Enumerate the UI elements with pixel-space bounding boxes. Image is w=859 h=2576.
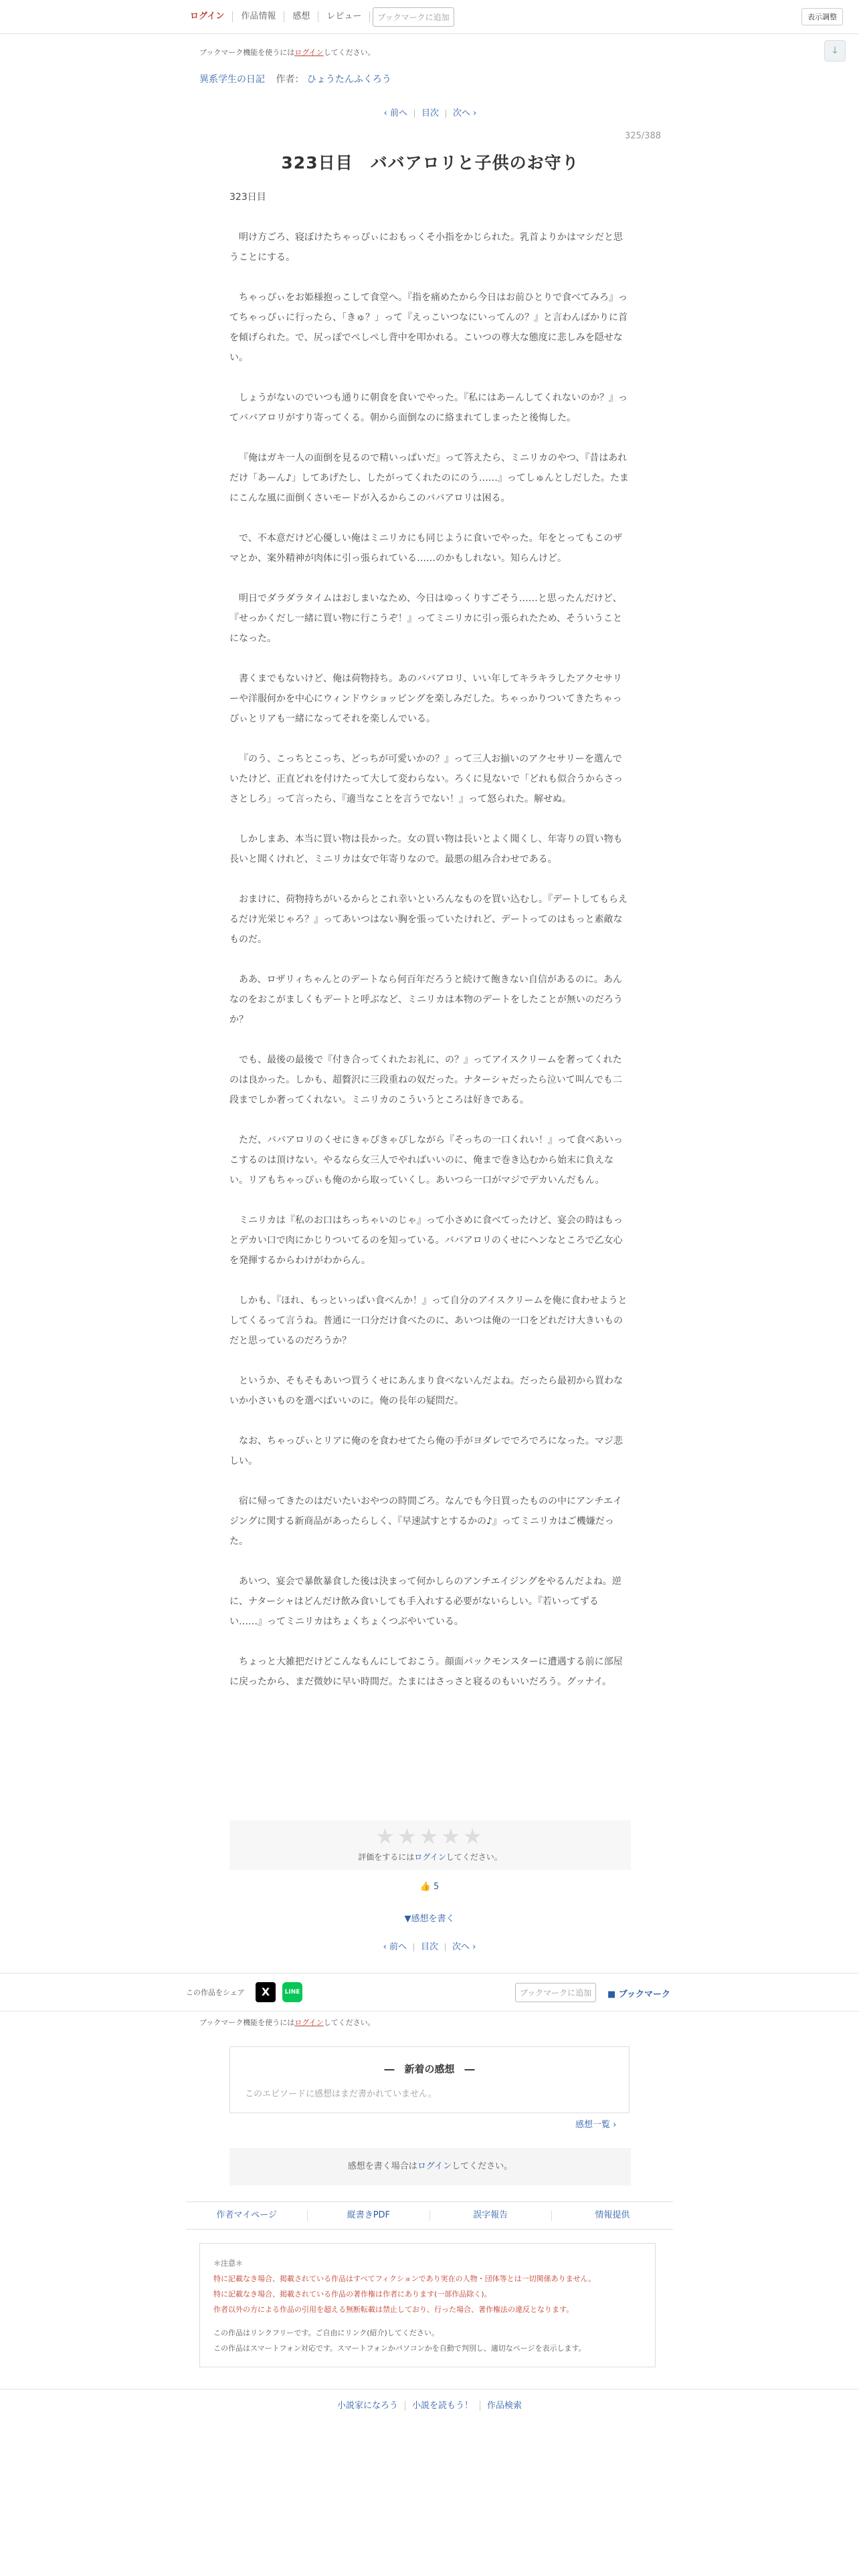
- like-count: 5: [434, 1882, 440, 1892]
- next-link[interactable]: 次へ ›: [452, 1942, 476, 1952]
- pager-top: [199, 106, 661, 118]
- search-link[interactable]: 作品検索: [487, 2401, 522, 2411]
- paragraph: ミニリカは『私のお口はちっちゃいのじゃ』って小さめに食べてったけど、宴会の時はもっとデカい口で肉にかじりついてるのを知っている。ババアロリのくせにヘンなところで乙女心を発揮するからわけがわからん。: [229, 1215, 623, 1266]
- narou-link[interactable]: 小説家になろう: [330, 2401, 405, 2411]
- share-label: この作品をシェア: [186, 1988, 245, 1997]
- write-login-link[interactable]: ログイン: [417, 2161, 452, 2171]
- rating-suffix: してください。: [446, 1852, 502, 1862]
- impressions-heading: ― 新着の感想 ―: [384, 2063, 475, 2075]
- paragraph: ちゃっぴぃをお姫様抱っこして食堂へ。『指を痛めたから今日はお前ひとりで食べてみろ』ってちゃっぴぃに行ったら、「きゅ？」って『えっこいつなにいってんの？』と言わんばかりに首を傾げられた。で、尻っぽでぺしぺし背中を叩かれる。こいつの尊大な態度に悲しみを隠せない。: [229, 292, 628, 363]
- notice-login-link[interactable]: ログイン: [294, 2018, 324, 2027]
- rating-login-link[interactable]: ログイン: [414, 1852, 446, 1862]
- prev-link[interactable]: ‹ 前へ: [383, 108, 407, 118]
- author-label: 作者：: [276, 74, 304, 85]
- paragraph: 『俺はガキ一人の面倒を見るので精いっぱいだ』って答えたら、ミニリカのやつ、『昔はあれだけ「あーん♪」してあげたし、したがってくれたのにのう……』ってしゅんとしだした。たまにこんな風に面倒くさいモードが入るからこのババアロリは困る。: [229, 453, 629, 504]
- thumbs-up-icon: 👍: [419, 1882, 431, 1892]
- paragraph: 明け方ごろ、寝ぼけたちゃっぴぃにおもっくそ小指をかじられた。乳首よりかはマシだと思うことにする。: [229, 232, 623, 263]
- share-bar: [0, 1973, 859, 2012]
- like-button[interactable]: [0, 1882, 859, 1892]
- author-mypage-link[interactable]: 作者マイページ: [186, 2210, 308, 2221]
- line-share-icon[interactable]: LINE: [282, 1982, 302, 2002]
- author-link[interactable]: ひょうたんふくろう: [306, 74, 391, 85]
- caution-red-line: 特に記載なき場合、掲載されている作品はすべてフィクションであり実在の人物・団体等とは一切関係ありません。: [213, 2274, 596, 2283]
- bookmark-link[interactable]: ■ ブックマーク: [607, 1990, 670, 2000]
- nav-impressions[interactable]: 感想: [284, 11, 318, 22]
- yomou-link[interactable]: 小説を読もう！: [405, 2401, 480, 2411]
- nav-reviews[interactable]: レビュー: [318, 11, 370, 22]
- caution-head: ＊注意＊: [213, 2259, 243, 2268]
- paragraph: しょうがないのでいつも通りに朝食を食いでやった。『私にはあーんしてくれないのか？』ってババアロリがすり寄ってくる。朝から面倒なのに絡まれてしまったと後悔した。: [229, 393, 628, 423]
- notice-prefix: ブックマーク機能を使うには: [199, 48, 295, 57]
- paragraph: 宿に帰ってきたのはだいたいおやつの時間ごろ。なんでも今日買ったものの中にアンチエイジングに関する新商品があったらしく、『早速試すとするかの♪』ってミニリカはご機嫌だった。: [229, 1496, 622, 1547]
- rating-stars[interactable]: ★★★★★: [375, 1824, 485, 1849]
- paragraph: 書くまでもないけど、俺は荷物持ち。あのババアロリ、いい年してキラキラしたアクセサリーや洋服何かを中心にウィンドウショッピングを楽しみだした。ちゃっかりついてきたちゃっぴぃとリアも一緒になってそれを楽しんでいる。: [229, 673, 622, 724]
- bookmark-notice: [199, 47, 661, 86]
- notice-login-link[interactable]: ログイン: [294, 48, 324, 57]
- scroll-down-button[interactable]: ↓: [824, 40, 846, 62]
- write-login-suffix: してください。: [452, 2161, 513, 2171]
- next-link[interactable]: 次へ ›: [453, 108, 477, 118]
- caution-line: この作品はリンクフリーです。ご自由にリンク(紹介)してください。: [213, 2329, 439, 2337]
- impressions-empty: このエピソードに感想はまだ書かれていません。: [245, 2089, 437, 2099]
- paragraph: 明日でダラダラタイムはおしまいなため、今日はゆっくりすごそう……と思ったんだけど、『せっかくだし一緒に買い物に行こうぞ！』ってミニリカに引っ張られたため、そういうことになった。: [229, 593, 623, 644]
- chapter-body: [229, 187, 631, 1712]
- bookmark-notice-bottom: [199, 2017, 661, 2028]
- typo-report-link[interactable]: 誤字報告: [430, 2210, 552, 2221]
- pager-bottom: [0, 1939, 859, 1952]
- paragraph: というか、そもそもあいつ買うくせにあんまり食べないんだよね。だったら最初から買わないか小さいものを選べばいいのに。俺の長年の疑問だ。: [229, 1376, 623, 1406]
- paragraph: で、不本意だけど心優しい俺はミニリカにも同じように食いでやった。年をとってもこのザマとか、案外精神が肉体に引っ張られている……のかもしれない。知らんけど。: [229, 533, 623, 564]
- paragraph: おまけに、荷物持ちがいるからとこれ幸いといろんなものを買い込むし。『デートしてもらえるだけ光栄じゃろ？』ってあいつはない胸を張っていたけれど、デートってのはもっと素敵なものだ。: [229, 894, 628, 945]
- paragraph: でも、最後の最後で『付き合ってくれたお礼に、の？』ってアイスクリームを奢ってくれたのは良かった。しかも、超贅沢に三段重ねの奴だった。ナターシャだったら泣いて叫んでも二段までしか奢ってくれない。ミニリカのこういうところは好きである。: [229, 1055, 622, 1105]
- impressions-list-link[interactable]: 感想一覧 ›: [575, 2120, 617, 2130]
- paragraph: しかも、『ほれ、もっといっぱい食べんか！』って自分のアイスクリームを俺に食わせようとしてくるって言うね。普通に一口分だけ食べたのに、あいつは俺の一口をどれだけ大きいものだと思っているのだろうか？: [229, 1295, 628, 1346]
- index-link[interactable]: 目次: [420, 1942, 438, 1952]
- info-provide-link[interactable]: 情報提供: [595, 2210, 630, 2220]
- chapter-title: 323日目 ババアロリと子供のお守り: [281, 153, 579, 173]
- write-impression-toggle[interactable]: ▼感想を書く: [404, 1914, 455, 1924]
- x-share-icon[interactable]: X: [256, 1982, 276, 2002]
- paragraph: 『のう、こっちとこっち、どっちが可愛いかの？』って三人お揃いのアクセサリーを選んでいたけど、正直どれを付けたって大して変わらない。ろくに見ないで「どれも似合うからさっさとしろ」って言ったら、『適当なことを言うでない！』って怒られた。解せぬ。: [229, 754, 623, 804]
- series-title-link[interactable]: 異系学生の日記: [199, 74, 265, 85]
- new-impressions-box: [229, 2046, 630, 2113]
- display-settings-button[interactable]: 表示調整: [801, 8, 843, 25]
- caution-line: この作品はスマートフォン対応です。スマートフォンかパソコンかを自動で判別し、適切なページを表示します。: [213, 2344, 586, 2353]
- paragraph: ちょっと大雑把だけどこんなもんにしておこう。顔面パックモンスターに遭遇する前に部屋に戻ったから、まだ微妙に早い時間だ。たまにはさっさと寝るのもいいだろう。グッナイ。: [229, 1656, 623, 1687]
- paragraph: なお、ちゃっぴぃとリアに俺のを食わせてたら俺の手がヨダレででろでろになった。マジ悲しい。: [229, 1436, 623, 1467]
- chapter-subtitle: 323日目: [229, 192, 266, 203]
- write-login-prefix: 感想を書く場合は: [347, 2161, 417, 2171]
- chapter-number: 325/388: [624, 131, 661, 141]
- caution-red-line: 特に記載なき場合、掲載されている作品の著作権は作者にあります(一部作品除く)。: [213, 2290, 492, 2298]
- vertical-pdf-link[interactable]: 縦書きPDF: [308, 2210, 430, 2221]
- chapter-header: [199, 131, 661, 174]
- paragraph: ただ、ババアロリのくせにきゃぴきゃぴしながら『そっちの一口くれい！』って食べあいっこするのは頂けない。やるなら女三人でやればいいのに、俺まで巻き込むから始末に負えない。リアもちゃっぴぃも俺のから取っていくし。あいつら一口がマジでデカいんだもん。: [229, 1135, 623, 1186]
- caution-box: [199, 2243, 656, 2367]
- series-info: [199, 72, 661, 86]
- notice-suffix: してください。: [323, 2018, 375, 2027]
- header-nav: [186, 7, 454, 27]
- prev-link[interactable]: ‹ 前へ: [383, 1942, 407, 1952]
- paragraph: ああ、ロザリィちゃんとのデートなら何百年だろうと続けて飽きない自信があるのに。あんなのをおこがましくもデートと呼ぶなど、ミニリカは本物のデートをしたことが無いのだろうか？: [229, 974, 623, 1025]
- bottom-links: [0, 2398, 859, 2411]
- caution-red-line: 作者以外の方による作品の引用を超える無断転載は禁止しており、行った場合、著作権法の違反となります。: [213, 2305, 574, 2314]
- login-link[interactable]: ログイン: [186, 11, 233, 22]
- top-nav-bar: [0, 0, 859, 34]
- footer-nav: [186, 2202, 673, 2230]
- nav-work-info[interactable]: 作品情報: [233, 11, 284, 22]
- paragraph: あいつ、宴会で暴飲暴食した後は決まって何かしらのアンチエイジングをやるんだよね。逆に、ナターシャはどんだけ飲み食いしても手入れする必要がないらしい。『若いってずるい……』ってミニリカはちょくちょくつぶやいている。: [229, 1576, 622, 1627]
- rating-box: [229, 1820, 631, 1870]
- bookmark-add-button-bottom[interactable]: ブックマークに追加: [515, 1983, 596, 2002]
- bookmark-add-button[interactable]: ブックマークに追加: [373, 7, 454, 27]
- notice-suffix: してください。: [323, 48, 375, 57]
- index-link[interactable]: 目次: [421, 108, 439, 118]
- rating-note: [229, 1851, 631, 1862]
- paragraph: しかしまあ、本当に買い物は長かった。女の買い物は長いとよく聞くし、年寄りの買い物も長いと聞くけれど、ミニリカは女で年寄りなので。最悪の組み合わせである。: [229, 834, 623, 865]
- write-login-box: [229, 2148, 631, 2185]
- rating-prefix: 評価をするには: [358, 1852, 415, 1862]
- notice-prefix: ブックマーク機能を使うには: [199, 2018, 295, 2027]
